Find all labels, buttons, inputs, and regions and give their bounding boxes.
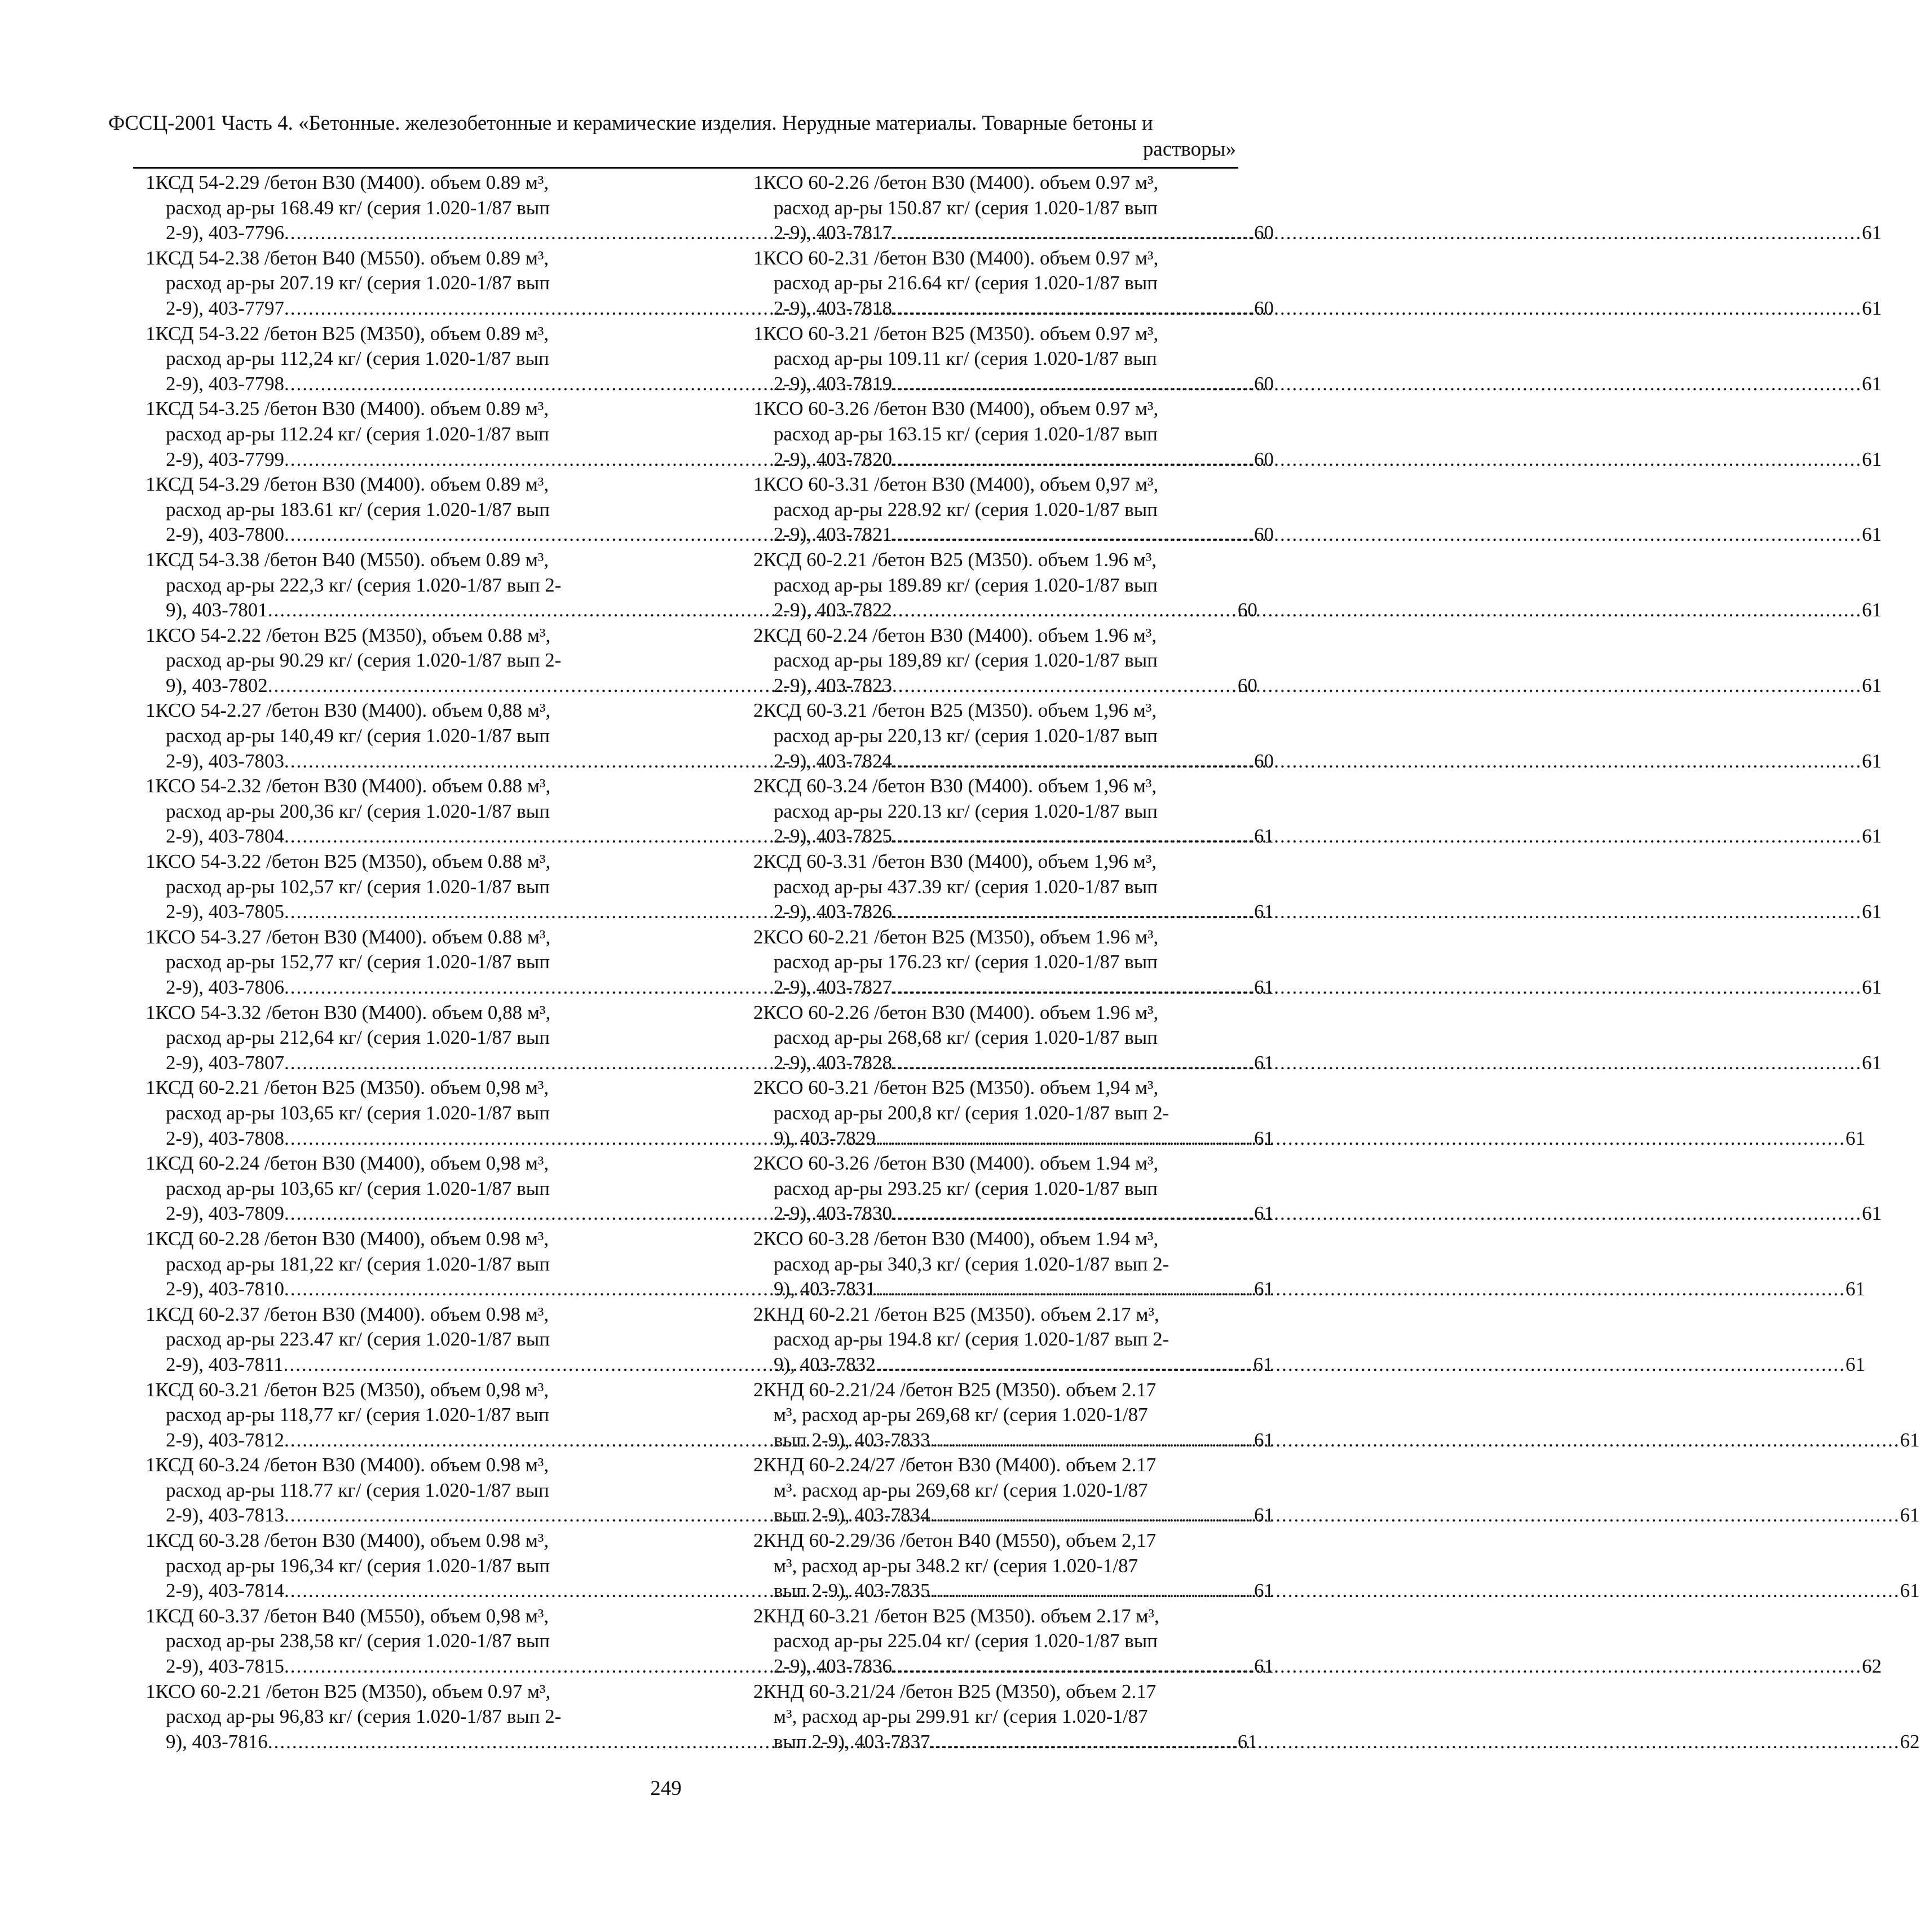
dot-leader — [892, 448, 1862, 470]
entry-code: 2-9), 403-7818 — [774, 297, 892, 319]
entry-code: 2-9), 403-7799 — [166, 448, 284, 470]
dot-leader — [930, 1731, 1900, 1753]
entry-details: расход ар-ры 194.8 кг/ (серия 1.020-1/87 вып 2- — [774, 1328, 1169, 1351]
entry-details: расход ар-ры 176.23 кг/ (серия 1.020-1/87 вып — [774, 951, 1158, 973]
entry-description: 2КСД 60-2.24 /бетон В30 (М400). объем 1.96 м³, — [753, 624, 1157, 646]
entry-code: 2-9), 403-7819 — [774, 372, 892, 395]
index-entry — [753, 170, 1882, 246]
entry-page: 60 — [1253, 749, 1274, 772]
entry-details: расход ар-ры 189,89 кг/ (серия 1.020-1/87 вып — [774, 649, 1158, 672]
dot-leader — [892, 523, 1862, 545]
entry-reference-line — [753, 1352, 1865, 1378]
entry-code: 2-9), 403-7806 — [166, 976, 284, 998]
entry-page: 61 — [1861, 1202, 1882, 1225]
entry-details: м³, расход ар-ры 269,68 кг/ (серия 1.020-1/87 — [774, 1404, 1148, 1426]
entry-description: 1КСД 60-2.37 /бетон В30 (М400). объем 0.98 м³, — [145, 1303, 549, 1325]
entry-page: 61 — [1845, 1353, 1865, 1375]
header-title-line1: ФССЦ-2001 Часть 4. «Бетонные. железобетонные и керамические изделия. Нерудные материалы. Товарные бетоны и — [108, 112, 1153, 135]
entry-description: 1КСД 60-2.28 /бетон В30 (М400), объем 0.98 м³, — [145, 1227, 549, 1250]
entry-details: расход ар-ры 112,24 кг/ (серия 1.020-1/87 вып — [166, 347, 549, 370]
entry-reference-line — [753, 1428, 1920, 1453]
entry-code: вып 2-9), 403-7837 — [774, 1730, 930, 1753]
entry-details: расход ар-ры 103,65 кг/ (серия 1.020-1/87 вып — [166, 1101, 550, 1124]
entry-code: 2-9), 403-7808 — [166, 1127, 284, 1149]
entry-page: 61 — [1237, 1730, 1257, 1753]
entry-page: 61 — [1845, 1278, 1865, 1300]
entry-page: 61 — [1253, 825, 1274, 848]
entry-description: 1КСО 60-3.26 /бетон В30 (М400), объем 0.97 м³, — [753, 398, 1159, 420]
entry-reference-line — [753, 1578, 1920, 1604]
dot-leader — [876, 1278, 1846, 1300]
entry-description: 1КСД 60-2.21 /бетон В25 (М350). объем 0,98 м³, — [145, 1077, 549, 1099]
dot-leader — [892, 674, 1862, 696]
entry-details: расход ар-ры 118.77 кг/ (серия 1.020-1/87 вып — [166, 1479, 549, 1501]
entry-details: расход ар-ры 163.15 кг/ (серия 1.020-1/87 вып — [774, 422, 1158, 445]
entry-page: 61 — [1861, 976, 1882, 998]
entry-description: 2КСД 60-2.21 /бетон В25 (М350). объем 1.96 м³, — [753, 548, 1157, 571]
entry-code: 2-9), 403-7810 — [166, 1278, 284, 1300]
dot-leader — [892, 373, 1862, 395]
entry-code: 2-9), 403-7821 — [774, 523, 892, 546]
index-entry — [753, 1075, 1865, 1151]
dot-leader — [892, 222, 1862, 244]
entry-code: 9), 403-7831 — [774, 1278, 876, 1300]
entry-details: расход ар-ры 293.25 кг/ (серия 1.020-1/87 вып — [774, 1177, 1158, 1199]
entry-description: 1КСД 54-3.25 /бетон В30 (М400). объем 0.89 м³, — [145, 398, 549, 420]
entry-code: 2-9), 403-7828 — [774, 1051, 892, 1074]
entry-code: 2-9), 403-7817 — [774, 222, 892, 244]
entry-details: расход ар-ры 200,8 кг/ (серия 1.020-1/87 вып 2- — [774, 1101, 1169, 1124]
dot-leader — [876, 1353, 1846, 1375]
index-entry — [753, 925, 1882, 1000]
entry-details: расход ар-ры 238,58 кг/ (серия 1.020-1/87 вып — [166, 1630, 550, 1652]
entry-code: 2-9), 403-7820 — [774, 448, 892, 470]
entry-page: 61 — [1253, 1278, 1274, 1300]
entry-code: 9), 403-7802 — [166, 674, 268, 696]
entry-details: расход ар-ры 90.29 кг/ (серия 1.020-1/87 вып 2- — [166, 649, 562, 672]
entry-description: 2КНД 60-2.21/24 /бетон В25 (М350). объем 2.17 — [753, 1378, 1157, 1401]
entry-details: расход ар-ры 112.24 кг/ (серия 1.020-1/87 вып — [166, 422, 549, 445]
entry-description: 1КСД 54-3.38 /бетон В40 (М550). объем 0.89 м³, — [145, 548, 549, 571]
entry-page: 61 — [1861, 825, 1882, 848]
entry-code: 2-9), 403-7804 — [166, 825, 284, 848]
entry-description: 2КНД 60-3.21/24 /бетон В25 (М350), объем 2.17 — [753, 1680, 1157, 1702]
entry-page: 61 — [1861, 749, 1882, 772]
entry-page: 61 — [1253, 1202, 1274, 1225]
entry-code: 2-9), 403-7823 — [774, 674, 892, 696]
index-entry — [753, 1453, 1920, 1528]
entry-reference-line — [753, 1201, 1882, 1227]
index-entry — [753, 1528, 1920, 1604]
entry-page: 61 — [1253, 1428, 1274, 1451]
entry-reference-line — [753, 1126, 1865, 1152]
entry-page: 61 — [1845, 1127, 1865, 1149]
index-entry — [753, 1000, 1882, 1076]
entry-details: расход ар-ры 212,64 кг/ (серия 1.020-1/87 вып — [166, 1026, 550, 1049]
entry-code: 2-9), 403-7809 — [166, 1202, 284, 1225]
entry-details: расход ар-ры 216.64 кг/ (серия 1.020-1/87 вып — [774, 272, 1158, 294]
entry-details: расход ар-ры 118,77 кг/ (серия 1.020-1/87 вып — [166, 1404, 549, 1426]
index-entry — [753, 321, 1882, 397]
entry-details: расход ар-ры 96,83 кг/ (серия 1.020-1/87 вып 2- — [166, 1705, 562, 1728]
entry-page: 60 — [1237, 599, 1257, 621]
entry-details: расход ар-ры 102,57 кг/ (серия 1.020-1/87 вып — [166, 875, 550, 898]
entry-code: 2-9), 403-7813 — [166, 1504, 284, 1527]
entry-page: 61 — [1253, 1655, 1274, 1678]
entry-reference-line — [753, 1277, 1865, 1302]
dot-leader — [892, 1052, 1862, 1074]
entry-page: 60 — [1253, 297, 1274, 319]
entry-details: расход ар-ры 196,34 кг/ (серия 1.020-1/87 вып — [166, 1554, 550, 1577]
entry-description: 1КСО 54-3.32 /бетон В30 (М400). объем 0,88 м³, — [145, 1001, 551, 1024]
index-entry — [753, 698, 1882, 774]
entry-description: 2КСД 60-3.21 /бетон В25 (М350). объем 1,96 м³, — [753, 699, 1157, 722]
entry-code: вып 2-9), 403-7833 — [774, 1428, 930, 1451]
entry-description: 1КСД 60-3.24 /бетон В30 (М400). объем 0.98 м³, — [145, 1454, 549, 1476]
entry-description: 2КСД 60-3.24 /бетон В30 (М400). объем 1,96 м³, — [753, 775, 1157, 797]
dot-leader — [930, 1429, 1900, 1451]
entry-description: 2КСД 60-3.31 /бетон В30 (М400), объем 1,96 м³, — [753, 850, 1157, 873]
entry-details: расход ар-ры 222,3 кг/ (серия 1.020-1/87 вып 2- — [166, 574, 562, 596]
entry-description: 2КСО 60-3.26 /бетон В30 (М400). объем 1.94 м³, — [753, 1152, 1159, 1175]
entry-code: 2-9), 403-7815 — [166, 1655, 284, 1678]
entry-code: 2-9), 403-7798 — [166, 372, 284, 395]
entry-description: 1КСО 54-2.22 /бетон В25 (М350), объем 0.88 м³, — [145, 624, 551, 646]
entry-details: расход ар-ры 225.04 кг/ (серия 1.020-1/87 вып — [774, 1630, 1158, 1652]
entry-code: 2-9), 403-7827 — [774, 976, 892, 998]
entry-code: 2-9), 403-7825 — [774, 825, 892, 848]
entry-page: 60 — [1253, 222, 1274, 244]
entry-page: 60 — [1253, 523, 1274, 546]
entry-details: расход ар-ры 200,36 кг/ (серия 1.020-1/87 вып — [166, 800, 550, 822]
entry-details: расход ар-ры 220,13 кг/ (серия 1.020-1/87 вып — [774, 725, 1158, 747]
entry-description: 1КСО 60-3.31 /бетон В30 (М400), объем 0,97 м³, — [753, 473, 1159, 496]
page-header — [108, 111, 1236, 162]
entry-page: 61 — [1253, 901, 1274, 923]
index-entry — [753, 472, 1882, 548]
dot-leader — [892, 901, 1862, 923]
entry-description: 1КСО 54-2.32 /бетон В30 (М400). объем 0.88 м³, — [145, 775, 551, 797]
entry-description: 1КСО 54-3.27 /бетон В30 (М400). объем 0.88 м³, — [145, 925, 551, 948]
entry-page: 61 — [1861, 297, 1882, 319]
entry-description: 1КСО 60-2.31 /бетон В30 (М400). объем 0.97 м³, — [753, 246, 1159, 269]
entry-description: 1КСД 60-3.21 /бетон В25 (М350), объем 0,98 м³, — [145, 1378, 549, 1401]
entry-page: 61 — [1861, 448, 1882, 470]
entry-reference-line — [753, 1503, 1920, 1528]
entry-details: расход ар-ры 437.39 кг/ (серия 1.020-1/87 вып — [774, 875, 1158, 898]
entry-page: 61 — [1253, 1051, 1274, 1074]
entry-page: 60 — [1237, 674, 1257, 696]
index-entry — [753, 1151, 1882, 1227]
index-entry — [753, 396, 1882, 472]
entry-code: 2-9), 403-7800 — [166, 523, 284, 546]
index-entry — [753, 1227, 1865, 1302]
entry-reference-line — [753, 1051, 1882, 1076]
entry-description: 2КСО 60-3.28 /бетон В30 (М400), объем 1.94 м³, — [753, 1227, 1159, 1250]
entry-details: расход ар-ры 181,22 кг/ (серия 1.020-1/87 вып — [166, 1252, 550, 1275]
entry-details: расход ар-ры 223.47 кг/ (серия 1.020-1/87 вып — [166, 1328, 550, 1351]
dot-leader — [892, 1655, 1862, 1677]
entry-details: расход ар-ры 220.13 кг/ (серия 1.020-1/87 вып — [774, 800, 1158, 822]
entry-description: 1КСО 54-3.22 /бетон В25 (М350), объем 0.88 м³, — [145, 850, 551, 873]
entry-description: 1КСД 60-3.28 /бетон В30 (М400), объем 0.98 м³, — [145, 1529, 549, 1552]
entry-page: 62 — [1861, 1655, 1882, 1678]
entry-page: 61 — [1861, 599, 1882, 621]
dot-leader — [892, 750, 1862, 772]
dot-leader — [876, 1127, 1846, 1149]
entry-code: 9), 403-7829 — [774, 1127, 876, 1149]
entry-page: 61 — [1253, 1504, 1274, 1527]
entry-details: м³. расход ар-ры 269,68 кг/ (серия 1.020-1/87 — [774, 1479, 1148, 1501]
entry-description: 2КНД 60-2.21 /бетон В25 (М350). объем 2.17 м³, — [753, 1303, 1159, 1325]
entry-details: расход ар-ры 140,49 кг/ (серия 1.020-1/87 вып — [166, 725, 550, 747]
entry-page: 61 — [1861, 222, 1882, 244]
entry-description: 1КСД 54-3.29 /бетон В30 (М400). объем 0.89 м³, — [145, 473, 549, 496]
entry-description: 2КСО 60-2.21 /бетон В25 (М350), объем 1.96 м³, — [753, 925, 1159, 948]
entry-code: 2-9), 403-7836 — [774, 1655, 892, 1678]
dot-leader — [930, 1580, 1900, 1602]
entry-description: 1КСО 60-2.21 /бетон В25 (М350), объем 0.97 м³, — [145, 1680, 551, 1702]
entry-description: 1КСД 60-2.24 /бетон В30 (М400), объем 0,98 м³, — [145, 1152, 549, 1175]
header-title-line2: растворы» — [1142, 138, 1236, 161]
entry-description: 2КСО 60-3.21 /бетон В25 (М350). объем 1,94 м³, — [753, 1077, 1159, 1099]
entry-code: 2-9), 403-7826 — [774, 901, 892, 923]
entry-details: расход ар-ры 152,77 кг/ (серия 1.020-1/87 вып — [166, 951, 550, 973]
entry-code: 2-9), 403-7822 — [774, 599, 892, 621]
index-entry — [753, 849, 1882, 925]
entry-description: 1КСД 54-2.38 /бетон В40 (М550). объем 0.89 м³, — [145, 246, 549, 269]
entry-page: 61 — [1253, 976, 1274, 998]
entry-page: 61 — [1900, 1428, 1920, 1451]
entry-code: вып 2-9), 403-7835 — [774, 1580, 930, 1602]
entry-page: 61 — [1861, 901, 1882, 923]
entry-code: 2-9), 403-7805 — [166, 901, 284, 923]
dot-leader — [892, 599, 1862, 621]
entry-details: расход ар-ры 189.89 кг/ (серия 1.020-1/87 вып — [774, 574, 1158, 596]
entry-code: вып 2-9), 403-7834 — [774, 1504, 930, 1527]
entry-code: 2-9), 403-7807 — [166, 1051, 284, 1074]
entry-page: 61 — [1253, 1127, 1274, 1149]
entry-description: 1КСД 60-3.37 /бетон В40 (М550), объем 0,98 м³, — [145, 1604, 549, 1627]
entry-code: 2-9), 403-7797 — [166, 297, 284, 319]
entry-reference-line — [753, 824, 1882, 849]
entry-code: 9), 403-7832 — [774, 1353, 876, 1375]
dot-leader — [892, 1202, 1862, 1224]
entry-details: расход ар-ры 103,65 кг/ (серия 1.020-1/87 вып — [166, 1177, 550, 1199]
dot-leader — [892, 297, 1862, 319]
entry-description: 2КНД 60-2.29/36 /бетон В40 (М550), объем 2,17 — [753, 1529, 1157, 1552]
entry-description: 2КНД 60-2.24/27 /бетон В30 (М400). объем 2.17 — [753, 1454, 1157, 1476]
entry-reference-line — [753, 975, 1882, 1000]
entry-details: расход ар-ры 207.19 кг/ (серия 1.020-1/87 вып — [166, 272, 550, 294]
entry-details: расход ар-ры 268,68 кг/ (серия 1.020-1/87 вып — [774, 1026, 1158, 1049]
entry-details: м³, расход ар-ры 299.91 кг/ (серия 1.020-1/87 — [774, 1705, 1148, 1728]
entry-code: 2-9), 403-7812 — [166, 1428, 284, 1451]
index-entry — [753, 246, 1882, 321]
entry-description: 2КСО 60-2.26 /бетон В30 (М400). объем 1.96 м³, — [753, 1001, 1159, 1024]
header-rule — [133, 167, 1238, 169]
entry-code: 2-9), 403-7803 — [166, 749, 284, 772]
index-entry — [753, 623, 1882, 699]
entry-page: 61 — [1253, 1580, 1274, 1602]
dot-leader — [930, 1504, 1900, 1526]
entry-page: 61 — [1861, 523, 1882, 546]
entry-details: расход ар-ры 109.11 кг/ (серия 1.020-1/87 вып — [774, 347, 1157, 370]
index-entry — [753, 774, 1882, 849]
entry-page: 61 — [1900, 1504, 1920, 1527]
entry-page: 61 — [1253, 1353, 1273, 1375]
entry-page: 61 — [1861, 372, 1882, 395]
index-entry — [753, 1302, 1865, 1378]
page-number: 249 — [650, 1777, 682, 1800]
entry-description: 2КНД 60-3.21 /бетон В25 (М350). объем 2.17 м³, — [753, 1604, 1159, 1627]
entry-page: 61 — [1861, 674, 1882, 696]
index-entry — [753, 548, 1882, 623]
entry-code: 9), 403-7816 — [166, 1730, 268, 1753]
entry-code: 2-9), 403-7830 — [774, 1202, 892, 1225]
entry-page: 61 — [1861, 1051, 1882, 1074]
index-entry — [753, 1378, 1920, 1453]
dot-leader — [892, 976, 1862, 998]
entry-description: 1КСД 54-3.22 /бетон В25 (М350), объем 0.89 м³, — [145, 322, 549, 345]
entry-page: 60 — [1253, 372, 1274, 395]
entry-code: 9), 403-7801 — [166, 599, 268, 621]
entry-description: 1КСД 54-2.29 /бетон B30 (М400). объем 0.89 м³, — [145, 171, 549, 193]
entry-code: 2-9), 403-7811 — [166, 1353, 284, 1375]
entry-details: расход ар-ры 150.87 кг/ (серия 1.020-1/87 вып — [774, 196, 1158, 219]
entry-details: расход ар-ры 340,3 кг/ (серия 1.020-1/87 вып 2- — [774, 1252, 1169, 1275]
entry-page: 62 — [1900, 1730, 1920, 1753]
entry-details: м³, расход ар-ры 348.2 кг/ (серия 1.020-1/87 — [774, 1554, 1138, 1577]
entry-code: 2-9), 403-7814 — [166, 1580, 284, 1602]
entry-details: расход ар-ры 183.61 кг/ (серия 1.020-1/87 вып — [166, 498, 550, 521]
entry-description: 1КСО 60-2.26 /бетон В30 (М400). объем 0.97 м³, — [753, 171, 1159, 193]
entry-description: 1КСО 60-3.21 /бетон В25 (М350). объем 0.97 м³, — [753, 322, 1159, 345]
entry-page: 60 — [1253, 448, 1274, 470]
entry-details: расход ар-ры 168.49 кг/ (серия 1.020-1/87 вып — [166, 196, 550, 219]
entry-reference-line — [753, 899, 1882, 925]
entry-page: 61 — [1900, 1580, 1920, 1602]
entry-description: 1КСО 54-2.27 /бетон В30 (М400). объем 0,88 м³, — [145, 699, 551, 722]
entry-code: 2-9), 403-7796 — [166, 222, 284, 244]
entry-code: 2-9), 403-7824 — [774, 749, 892, 772]
entry-details: расход ар-ры 228.92 кг/ (серия 1.020-1/87 вып — [774, 498, 1158, 521]
right-column — [753, 170, 1920, 1754]
dot-leader — [892, 825, 1862, 847]
